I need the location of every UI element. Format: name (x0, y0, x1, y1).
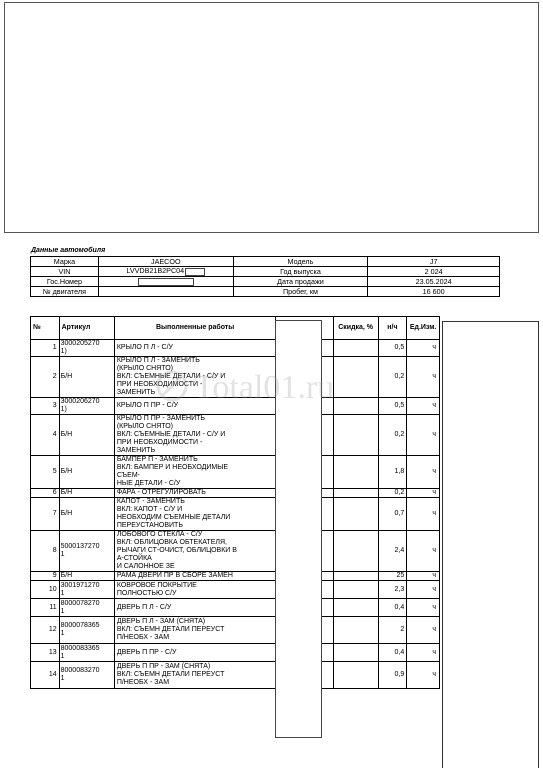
row-num: 5 (31, 456, 60, 489)
row-work: КРЫЛО П ПР - С/У (114, 398, 276, 415)
row-unit: ч (407, 398, 440, 415)
row-hours: 0,7 (378, 498, 407, 531)
row-num: 7 (31, 498, 60, 531)
row-discount (333, 644, 378, 662)
row-unit: ч (407, 489, 440, 498)
row-discount (333, 456, 378, 489)
row-article: Б/Н (59, 489, 114, 498)
row-work: КРЫЛО П Л - С/У (114, 340, 276, 357)
row-discount (333, 489, 378, 498)
row-discount (333, 617, 378, 644)
row-article: 5000137270 1 (59, 531, 114, 572)
make-value: JAECOO (98, 257, 233, 267)
plate-cell (98, 277, 233, 287)
row-work: ДВЕРЬ П ПР - С/У (114, 644, 276, 662)
row-hours: 0,2 (378, 489, 407, 498)
row-discount (333, 662, 378, 689)
row-unit: ч (407, 581, 440, 599)
redaction-box (138, 278, 194, 286)
header-unit: Ед.Изм. (407, 317, 440, 340)
redaction-box (185, 268, 205, 276)
row-discount (333, 340, 378, 357)
table-row (31, 498, 440, 531)
header-num: № (31, 317, 60, 340)
vin-label: VIN (31, 267, 99, 277)
make-label: Марка (31, 257, 99, 267)
works-rows (31, 340, 440, 689)
row-num: 13 (31, 644, 60, 662)
row-num: 9 (31, 572, 60, 581)
car-data-table (30, 256, 500, 297)
row-hours: 2,4 (378, 531, 407, 572)
row-discount (333, 398, 378, 415)
row-unit: ч (407, 617, 440, 644)
row-num: 8 (31, 531, 60, 572)
year-label: Год выпуска (233, 267, 368, 277)
row-unit: ч (407, 662, 440, 689)
mileage-value: 16 600 (368, 287, 500, 297)
row-article: Б/Н (59, 572, 114, 581)
year-value: 2 024 (368, 267, 500, 277)
row-work: КАПОТ - ЗАМЕНИТЬ ВКЛ: КАПОТ - С/У И НЕОБХОДИМ СЪЕМНЫЕ ДЕТАЛИ ПЕРЕУСТАНОВИТЬ (114, 498, 276, 531)
row-work: ДВЕРЬ П Л - С/У (114, 599, 276, 617)
row-discount (333, 572, 378, 581)
row-hours: 0,5 (378, 398, 407, 415)
row-article: Б/Н (59, 498, 114, 531)
table-row (31, 644, 440, 662)
row-discount (333, 415, 378, 456)
section-title: Данные автомобиля (31, 247, 106, 254)
sale-value: 23.05.2024 (368, 277, 500, 287)
plate-label: Гос.Номер (31, 277, 99, 287)
row-unit: ч (407, 456, 440, 489)
row-work: РАМА ДВЕРИ ПР В СБОРЕ ЗАМЕН (114, 572, 276, 581)
row-num: 4 (31, 415, 60, 456)
table-row (31, 617, 440, 644)
model-value: J7 (368, 257, 500, 267)
header-hours: н/ч (378, 317, 407, 340)
row-unit: ч (407, 644, 440, 662)
row-num: 2 (31, 357, 60, 398)
row-num: 1 (31, 340, 60, 357)
model-label: Модель (233, 257, 368, 267)
table-row (31, 456, 440, 489)
row-hours: 0,4 (378, 599, 407, 617)
works-table (30, 316, 440, 689)
row-article: 8000078365 1 (59, 617, 114, 644)
row-unit: ч (407, 498, 440, 531)
header-article: Артикул (59, 317, 114, 340)
row-work: КРЫЛО П Л - ЗАМЕНИТЬ (КРЫЛО СНЯТО) ВКЛ: СЪЕМНЫЕ ДЕТАЛИ - С/У И ПРИ НЕОБХОДИМОСТИ - ЗАМЕНИТЬ (114, 357, 276, 398)
row-work: КРЫЛО П ПР - ЗАМЕНИТЬ (КРЫЛО СНЯТО) ВКЛ: СЪЕМНЫЕ ДЕТАЛИ - С/У И ПРИ НЕОБХОДИМОСТИ - ЗАМЕНИТЬ (114, 415, 276, 456)
table-row (31, 489, 440, 498)
row-article: 3000205270 1) (59, 340, 114, 357)
row-hours: 2 (378, 617, 407, 644)
watermark-text: Total01.ru (194, 369, 335, 406)
row-hours: 25 (378, 572, 407, 581)
row-num: 11 (31, 599, 60, 617)
table-row (31, 662, 440, 689)
row-hours: 2,3 (378, 581, 407, 599)
table-row (31, 581, 440, 599)
redaction-column (275, 320, 322, 738)
row-article: Б/Н (59, 456, 114, 489)
table-row (31, 398, 440, 415)
blank-header-area (4, 2, 539, 233)
header-discount: Скидка, % (333, 317, 378, 340)
row-unit: ч (407, 572, 440, 581)
sale-label: Дата продажи (233, 277, 368, 287)
vin-cell (98, 267, 233, 277)
row-article: 8000078270 1 (59, 599, 114, 617)
row-unit: ч (407, 531, 440, 572)
side-empty-box (442, 321, 539, 768)
row-hours: 0,9 (378, 662, 407, 689)
table-row (31, 340, 440, 357)
row-discount (333, 599, 378, 617)
engine-value (98, 287, 233, 297)
header-works: Выполненные работы (114, 317, 276, 340)
row-article: 3000206270 1) (59, 398, 114, 415)
row-discount (333, 581, 378, 599)
row-num: 14 (31, 662, 60, 689)
row-work: ЛОБОВОГО СТЕКЛА - С/У ВКЛ: ОБЛИЦОВКА ОБТЕКАТЕЛЯ, РЫЧАГИ СТ-ОЧИСТ, ОБЛИЦОВКИ В А-СТОЙКА И САЛОННОЕ ЗЕ (114, 531, 276, 572)
engine-label: № двигателя (31, 287, 99, 297)
row-article: 3001971270 1 (59, 581, 114, 599)
row-work: БАМПЕР П - ЗАМЕНИТЬ ВКЛ: БАМПЕР И НЕОБХОДИМЫЕ СЪЕМ- НЫЕ ДЕТАЛИ - С/У (114, 456, 276, 489)
row-unit: ч (407, 415, 440, 456)
row-discount (333, 357, 378, 398)
row-hours: 0,2 (378, 357, 407, 398)
row-hours: 0,4 (378, 644, 407, 662)
row-article: 8000083365 1 (59, 644, 114, 662)
row-hours: 0,2 (378, 415, 407, 456)
table-row (31, 357, 440, 398)
row-article: Б/Н (59, 357, 114, 398)
table-row (31, 572, 440, 581)
row-unit: ч (407, 357, 440, 398)
row-num: 12 (31, 617, 60, 644)
row-hours: 0,5 (378, 340, 407, 357)
row-num: 10 (31, 581, 60, 599)
row-num: 3 (31, 398, 60, 415)
row-work: ФАРА - ОТРЕГУЛИРОВАТЬ (114, 489, 276, 498)
row-article: 8000083270 1 (59, 662, 114, 689)
table-row (31, 415, 440, 456)
row-unit: ч (407, 599, 440, 617)
row-work: ДВЕРЬ П Л - ЗАМ (СНЯТА) ВКЛ: СЪЕМН ДЕТАЛИ ПЕРЕУСТ П/НЕОБХ - ЗАМ (114, 617, 276, 644)
table-row (31, 599, 440, 617)
row-discount (333, 531, 378, 572)
row-hours: 1,8 (378, 456, 407, 489)
vin-value: LVVDB21B2PC04 (126, 266, 185, 276)
row-discount (333, 498, 378, 531)
mileage-label: Пробег, км (233, 287, 368, 297)
row-unit: ч (407, 340, 440, 357)
row-article: Б/Н (59, 415, 114, 456)
row-work: ДВЕРЬ П ПР - ЗАМ (СНЯТА) ВКЛ: СЪЕМН ДЕТАЛИ ПЕРЕУСТ П/НЕОБХ - ЗАМ (114, 662, 276, 689)
table-row (31, 531, 440, 572)
row-num: 6 (31, 489, 60, 498)
row-work: КОВРОВОЕ ПОКРЫТИЕ ПОЛНОСТЬЮ С/У (114, 581, 276, 599)
